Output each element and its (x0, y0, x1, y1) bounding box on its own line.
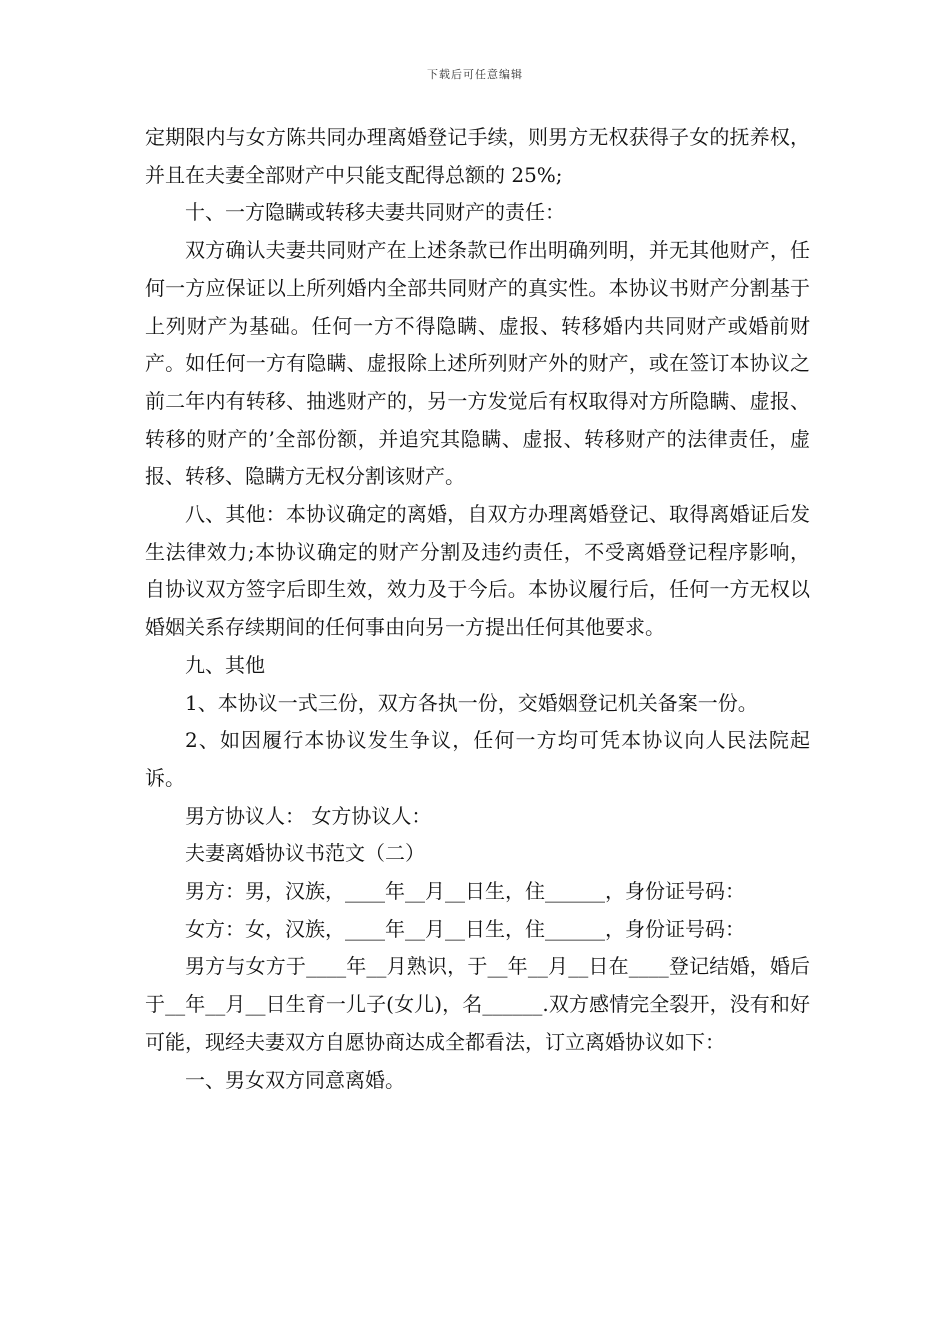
signature-line: 男方协议人： 女方协议人： (185, 803, 432, 828)
paragraph-marriage-background: 男方与女方于____年__月熟识，于__年__月__日在____登记结婚，婚后于__年__月__日生育一儿子(女儿)，名______.双方感情完全裂开，没有和好可能，现经夫妻双方自愿协商达成全都看法，订立离婚协议如下： (145, 954, 810, 1054)
male-party-info: 男方：男，汉族，____年__月__日生，住______，身份证号码： (185, 879, 745, 904)
paragraph-property-confirmation: 双方确认夫妻共同财产在上述条款已作出明确列明，并无其他财产，任何一方应保证以上所列婚内全部共同财产的真实性。本协议书财产分割基于上列财产为基础。任何一方不得隐瞒、虚报、转移婚内共同财产或婚前财产。如任何一方有隐瞒、虚报除上述所列财产外的财产，或在签订本协议之前二年内有转移、抽逃财产的，另一方发觉后有权取得对方所隐瞒、虚报、转移的财产的’全部份额，并追究其隐瞒、虚报、转移财产的法律责任，虚报、转移、隐瞒方无权分割该财产。 (145, 238, 810, 489)
paragraph-disputes: 2、如因履行本协议发生争议，任何一方均可凭本协议向人民法院起诉。 (145, 728, 810, 790)
clause-one-agree-divorce: 一、男女双方同意离婚。 (185, 1067, 405, 1092)
paragraph-other-effectiveness: 八、其他：本协议确定的离婚，自双方办理离婚登记、取得离婚证后发生法律效力;本协议确定的财产分割及违约责任，不受离婚登记程序影响，自协议双方签字后即生效，效力及于今后。本协议履行后，任何一方无权以婚姻关系存续期间的任何事由向另一方提出任何其他要求。 (145, 502, 810, 640)
paragraph-custody-clause: 定期限内与女方陈共同办理离婚登记手续，则男方无权获得子女的抚养权，并且在夫妻全部财产中只能支配得总额的 25%; (145, 125, 810, 187)
heading-concealment-liability: 十、一方隐瞒或转移夫妻共同财产的责任： (185, 200, 565, 225)
document-body (145, 119, 810, 1099)
female-party-info: 女方：女，汉族，____年__月__日生，住______，身份证号码： (185, 916, 745, 941)
paragraph-copies: 1、本协议一式三份，双方各执一份，交婚姻登记机关备案一份。 (185, 690, 758, 715)
page-header-note: 下载后可任意编辑 (427, 68, 523, 81)
heading-other: 九、其他 (185, 652, 265, 677)
sample-title-two: 夫妻离婚协议书范文（二） (185, 841, 425, 866)
